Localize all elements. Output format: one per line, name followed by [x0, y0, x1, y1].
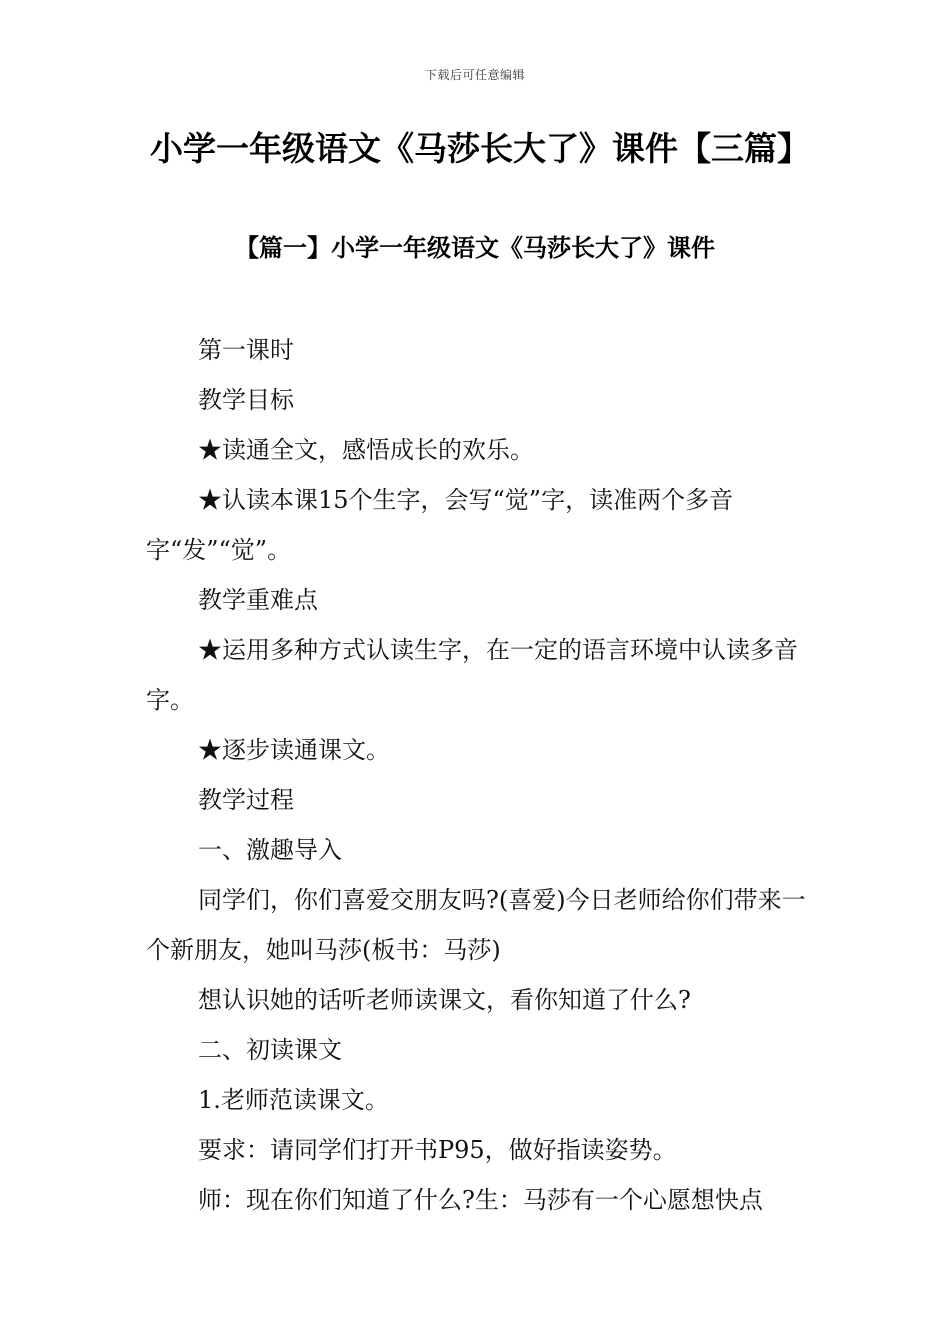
paragraph-process-heading: 教学过程 [198, 786, 294, 814]
paragraph-intro-question: 同学们，你们喜爱交朋友吗?(喜爱)今日老师给你们带来一个新朋友，她叫马莎(板书：马莎) [146, 886, 806, 964]
paragraph-lesson-period: 第一课时 [198, 336, 294, 364]
paragraph-dialogue: 师：现在你们知道了什么?生：马莎有一个心愿想快点 [198, 1186, 763, 1214]
paragraph-key-point-2: ★逐步读通课文。 [198, 736, 390, 764]
section-title: 【篇一】小学一年级语文《马莎长大了》课件 [235, 233, 715, 262]
document-title: 小学一年级语文《马莎长大了》课件【三篇】 [150, 129, 810, 168]
paragraph-key-point-1: ★运用多种方式认读生字，在一定的语言环境中认读多音字。 [146, 636, 798, 714]
paragraph-step-1-heading: 一、激趣导入 [198, 836, 342, 864]
paragraph-teaching-goals-heading: 教学目标 [198, 386, 294, 414]
document-body [146, 325, 808, 1225]
paragraph-key-points-heading: 教学重难点 [198, 586, 318, 614]
header-note: 下载后可任意编辑 [424, 68, 525, 82]
paragraph-step-2-heading: 二、初读课文 [198, 1036, 342, 1064]
paragraph-requirement: 要求：请同学们打开书P95，做好指读姿势。 [198, 1136, 677, 1164]
paragraph-goal-1: ★读通全文，感悟成长的欢乐。 [198, 436, 534, 464]
paragraph-model-reading: 1.老师范读课文。 [198, 1086, 389, 1114]
paragraph-intro-prompt: 想认识她的话听老师读课文，看你知道了什么? [198, 986, 691, 1014]
paragraph-goal-2: ★认读本课15个生字，会写“觉”字，读准两个多音字“发”“觉”。 [146, 486, 734, 564]
